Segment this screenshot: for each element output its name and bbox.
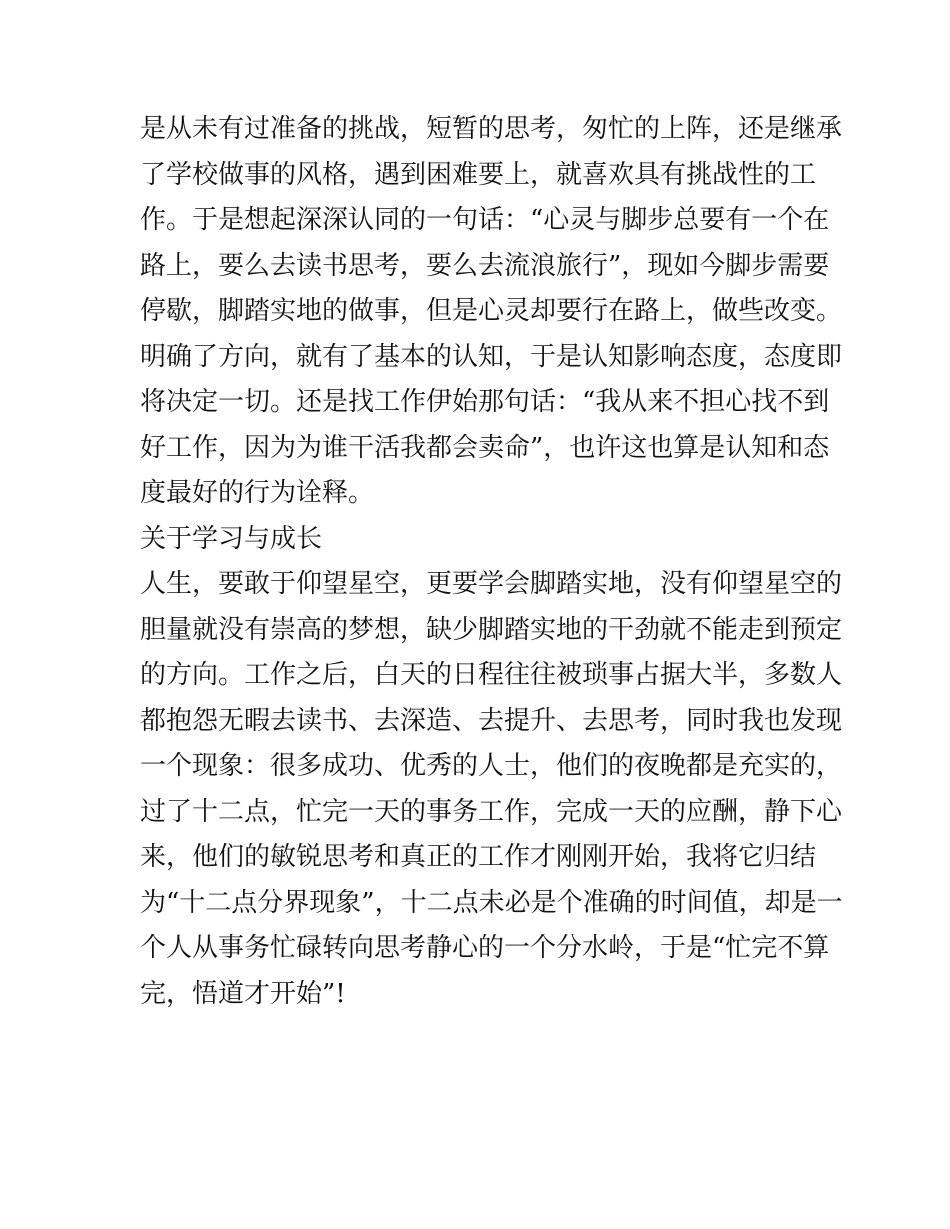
text-line: 为“十二点分界现象”，十二点未必是个准确的时间值，却是一 bbox=[140, 887, 843, 918]
text-line: 完，悟道才开始”! bbox=[140, 978, 346, 1009]
text-line: 来，他们的敏锐思考和真正的工作才刚刚开始，我将它归结 bbox=[140, 842, 817, 872]
text-line: 个人从事务忙碌转向思考静心的一个分水岭，于是“忙完不算 bbox=[140, 933, 830, 963]
text-line: 胆量就没有崇高的梦想，缺少脚踏实地的干劲就不能走到预定 bbox=[140, 614, 843, 645]
text-line: 好工作，因为为谁干活我都会卖命”，也许这也算是认知和态 bbox=[140, 432, 830, 463]
text-line: 了学校做事的风格，遇到困难要上，就喜欢具有挑战性的工 bbox=[140, 159, 817, 190]
text-line: 过了十二点，忙完一天的事务工作，完成一天的应酬，静下心 bbox=[140, 796, 843, 827]
text-line: 人生，要敢于仰望星空，更要学会脚踏实地，没有仰望星空的 bbox=[140, 569, 843, 599]
text-line: 是从未有过准备的挑战，短暂的思考，匆忙的上阵，还是继承 bbox=[140, 114, 843, 144]
text-line: 将决定一切。还是找工作伊始那句话：“我从来不担心找不到 bbox=[140, 387, 830, 417]
text-line: 停歇，脚踏实地的做事，但是心灵却要行在路上，做些改变。 bbox=[140, 296, 843, 326]
text-line: 的方向。工作之后，白天的日程往往被琐事占据大半，多数人 bbox=[140, 660, 843, 690]
text-line: 都抱怨无暇去读书、去深造、去提升、去思考，同时我也发现 bbox=[140, 705, 843, 736]
section-heading: 关于学习与成长 bbox=[140, 523, 323, 554]
document-body bbox=[140, 107, 843, 1017]
text-line: 路上，要么去读书思考，要么去流浪旅行”，现如今脚步需要 bbox=[140, 250, 830, 281]
text-line: 作。于是想起深深认同的一句话：“心灵与脚步总要有一个在 bbox=[140, 205, 830, 235]
text-line: 度最好的行为诠释。 bbox=[140, 478, 375, 508]
text-line: 一个现象：很多成功、优秀的人士，他们的夜晚都是充实的， bbox=[140, 751, 843, 781]
text-line: 明确了方向，就有了基本的认知，于是认知影响态度，态度即 bbox=[140, 341, 843, 372]
